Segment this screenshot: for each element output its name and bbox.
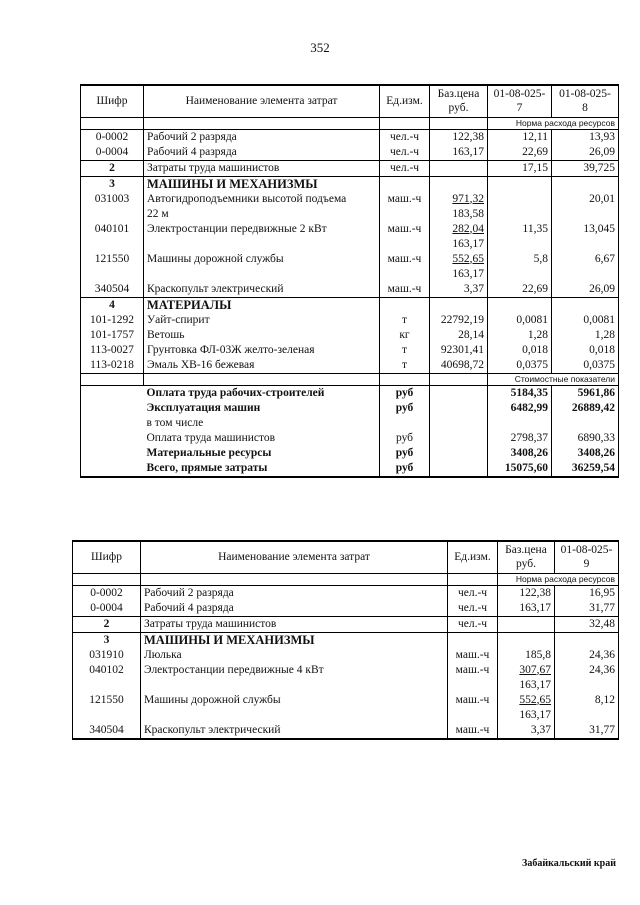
cost-table-1 bbox=[80, 84, 619, 478]
table-row: 113-0218 Эмаль ХВ-16 бежевая т 40698,72 0,0375 0,0375 bbox=[81, 358, 619, 374]
table-row: 031910 Люлька маш.-ч 185,8 24,36 bbox=[73, 648, 619, 663]
table-row: 0-0004 Рабочий 4 разряда чел.-ч 163,17 22,69 26,09 bbox=[81, 145, 619, 161]
table-row: 340504 Краскопульт электрический маш.-ч 3,37 31,77 bbox=[73, 723, 619, 739]
header-col-7: 01-08-025- 7 bbox=[488, 85, 552, 117]
header-unit: Ед.изм. bbox=[380, 85, 430, 117]
norm-label: Норма расхода ресурсов bbox=[498, 573, 619, 585]
table-row: 0-0002 Рабочий 2 разряда чел.-ч 122,38 16,95 bbox=[73, 585, 619, 601]
table-row: 2 Затраты труда машинистов чел.-ч 17,15 39,725 bbox=[81, 160, 619, 176]
table-row: 121550 Машины дорожной службы маш.-ч 552,65 163,17 5,8 6,67 bbox=[81, 252, 619, 282]
footer-region: Забайкальский край bbox=[522, 858, 616, 869]
cost-row: Всего, прямые затраты руб 15075,60 36259,54 bbox=[81, 461, 619, 477]
table-row: 2 Затраты труда машинистов чел.-ч 32,48 bbox=[73, 616, 619, 632]
header-code: Шифр bbox=[73, 541, 141, 573]
section-header: 3 МАШИНЫ И МЕХАНИЗМЫ bbox=[81, 176, 619, 192]
table-row: 121550 Машины дорожной службы маш.-ч 552,65 163,17 8,12 bbox=[73, 693, 619, 723]
table-row: 031003 Автогидроподъемники высотой подъема 22 м маш.-ч 971,32 183,58 20,01 bbox=[81, 192, 619, 222]
section-header: 3 МАШИНЫ И МЕХАНИЗМЫ bbox=[73, 632, 619, 648]
cost-table-2 bbox=[72, 540, 619, 740]
header-price: Баз.цена руб. bbox=[430, 85, 488, 117]
cost-row: Оплата труда рабочих-строителей руб 5184,35 5961,86 bbox=[81, 385, 619, 401]
table-row: 113-0027 Грунтовка ФЛ-03Ж желто-зеленая т 92301,41 0,018 0,018 bbox=[81, 343, 619, 358]
header-code: Шифр bbox=[81, 85, 144, 117]
norm-label: Норма расхода ресурсов bbox=[488, 117, 619, 129]
cost-row: в том числе bbox=[81, 416, 619, 431]
header-unit: Ед.изм. bbox=[448, 541, 498, 573]
table-row: 101-1292 Уайт-спирит т 22792,19 0,0081 0,0081 bbox=[81, 313, 619, 328]
header-name: Наименование элемента затрат bbox=[144, 85, 380, 117]
table-row: 040102 Электростанции передвижные 4 кВт маш.-ч 307,67 163,17 24,36 bbox=[73, 663, 619, 693]
header-col-8: 01-08-025- 8 bbox=[552, 85, 619, 117]
header-col-9: 01-08-025- 9 bbox=[555, 541, 619, 573]
table-row: 0-0002 Рабочий 2 разряда чел.-ч 122,38 12,11 13,93 bbox=[81, 129, 619, 145]
header-name: Наименование элемента затрат bbox=[141, 541, 448, 573]
table-row: 340504 Краскопульт электрический маш.-ч 3,37 22,69 26,09 bbox=[81, 282, 619, 298]
cost-row: Оплата труда машинистов руб 2798,37 6890,33 bbox=[81, 431, 619, 446]
table-row: 040101 Электростанции передвижные 2 кВт маш.-ч 282,04 163,17 11,35 13,045 bbox=[81, 222, 619, 252]
page-number: 352 bbox=[310, 40, 330, 55]
table-row: 0-0004 Рабочий 4 разряда чел.-ч 163,17 31,77 bbox=[73, 601, 619, 617]
section-header: 4 МАТЕРИАЛЫ bbox=[81, 297, 619, 313]
cost-row: Эксплуатация машин руб 6482,99 26889,42 bbox=[81, 401, 619, 416]
cost-row: Материальные ресурсы руб 3408,26 3408,26 bbox=[81, 446, 619, 461]
table-row: 101-1757 Ветошь кг 28,14 1,28 1,28 bbox=[81, 328, 619, 343]
cost-label: Стоимостные показатели bbox=[488, 373, 619, 385]
header-price: Баз.цена руб. bbox=[498, 541, 555, 573]
